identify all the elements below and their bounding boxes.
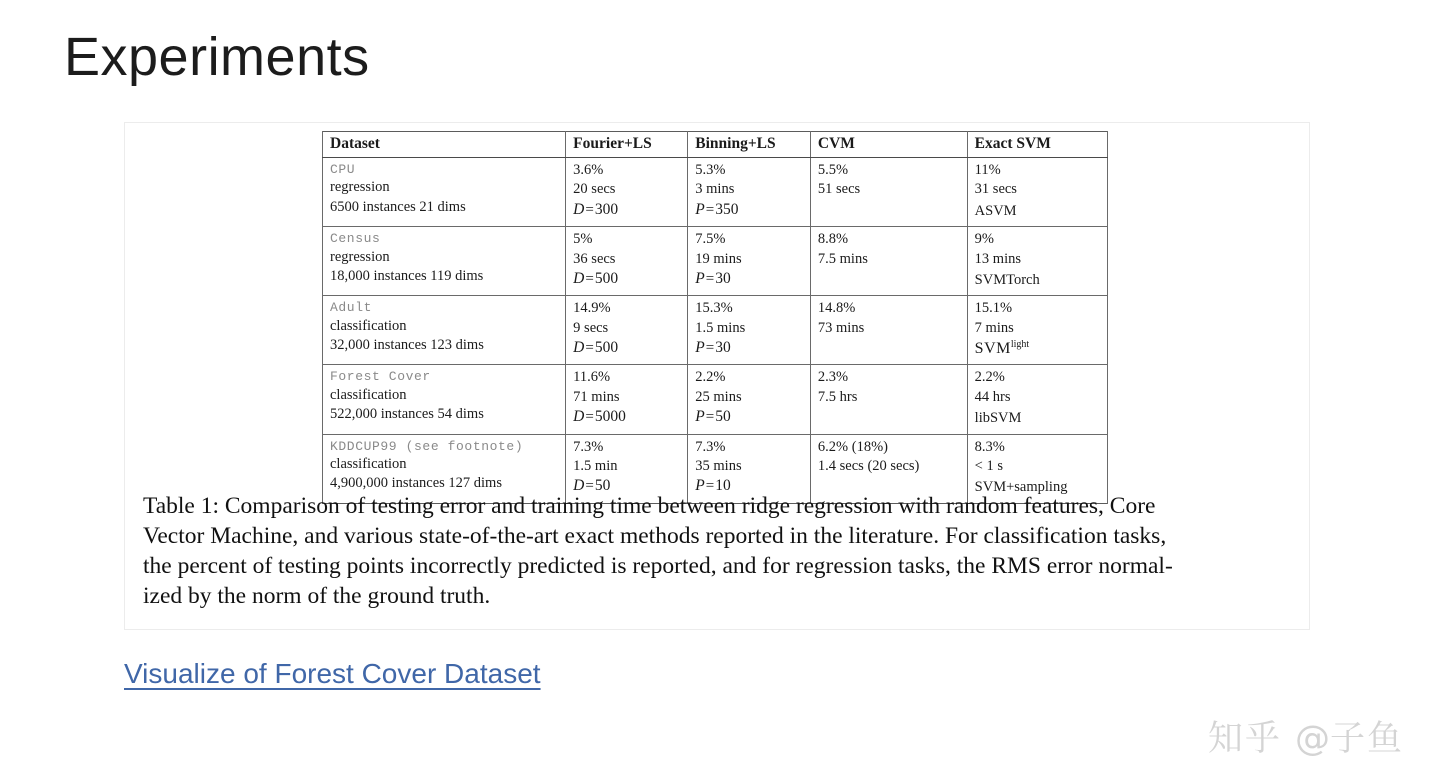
caption-line-4: ized by the norm of the ground truth. [143,583,491,610]
binning-error: 15.3% [695,300,733,317]
table-row [323,158,1108,227]
cell-fourier-ls [566,296,688,365]
cell-exact-svm [967,158,1107,227]
fourier-error: 14.9% [573,300,611,317]
cell-binning-ls [688,227,811,296]
cvm-error: 2.3% [817,369,849,386]
svm-time: 7 mins [974,319,1014,336]
binning-time: 3 mins [695,181,735,198]
fourier-error: 5% [573,231,593,248]
svm-solver [975,269,1100,290]
cell-cvm [810,296,967,365]
table-header-row [323,132,1108,158]
binning-error: 5.3% [695,162,726,178]
cvm-time: 73 mins [817,319,865,336]
table-body [323,158,1108,504]
table-row [323,296,1108,365]
table-header [323,132,1108,158]
fourier-time: 71 mins [573,388,620,405]
fourier-param: D=500 [573,339,619,357]
cvm-error: 8.8% [817,231,849,248]
dataset-size: 6500 instances 21 dims [330,198,466,215]
dataset-name: Adult [330,300,373,316]
dataset-task: classification [330,455,407,472]
dataset-task: regression [330,248,390,265]
cvm-time: 51 secs [817,181,861,198]
fourier-error: 11.6% [573,369,611,386]
binning-time: 25 mins [695,388,742,405]
column-header-exact-svm: Exact SVM [967,132,1107,158]
svm-solver [975,338,1100,359]
binning-error: 2.2% [695,369,726,386]
svm-error: 11% [974,162,1001,178]
cell-fourier-ls [566,365,688,434]
svm-time: 13 mins [974,250,1021,267]
cell-exact-svm [967,227,1107,296]
svm-time: 44 hrs [974,388,1011,405]
fourier-param: D=300 [573,200,619,218]
svm-time: < 1 s [974,457,1003,474]
dataset-name: Census [330,231,381,247]
watermark-site: 知乎 [1207,719,1282,759]
column-header-cvm: CVM [810,132,967,158]
cvm-error: 14.8% [817,300,856,317]
svm-solver [975,407,1100,428]
dataset-name: Forest Cover [330,369,431,385]
binning-time: 35 mins [695,457,742,474]
caption-line-2: Vector Machine, and various state-of-the-art exact methods reported in the literature. For classification tasks, [143,523,1167,550]
svm-error: 2.2% [974,369,1005,386]
binning-param: P=10 [695,477,731,495]
table-caption [143,491,1293,611]
dataset-task: classification [330,386,407,403]
watermark-at-sign: @ [1294,719,1330,759]
column-header-dataset: Dataset [323,132,566,158]
cell-fourier-ls [566,227,688,296]
dataset-task: regression [330,179,390,196]
watermark-user: 子鱼 [1329,719,1404,759]
cell-dataset [323,227,566,296]
svm-error: 9% [974,231,995,248]
caption-line-3: the percent of testing points incorrectly predicted is reported, and for regression tasks, the RMS error normal- [143,553,1173,580]
cvm-error: 5.5% [817,162,849,178]
binning-param: P=50 [695,408,731,426]
svm-solver-superscript: light [1010,339,1030,351]
dataset-size: 522,000 instances 54 dims [330,406,484,423]
caption-line-1: Table 1: Comparison of testing error and training time between ridge regression with random features, Core [143,493,1156,519]
cvm-note [818,338,960,357]
dataset-name: KDDCUP99 (see footnote) [330,438,524,454]
dataset-size: 4,900,000 instances 127 dims [330,475,502,492]
cvm-note [818,269,960,288]
cvm-time: 1.4 secs (20 secs) [817,457,920,474]
svm-error: 8.3% [974,438,1005,455]
fourier-time: 9 secs [573,319,609,336]
fourier-error: 7.3% [573,438,604,455]
fourier-time: 1.5 min [573,457,618,474]
fourier-error: 3.6% [573,162,604,178]
comparison-table [322,131,1108,504]
svm-solver-name: libSVM [974,410,1022,427]
cell-binning-ls [688,365,811,434]
fourier-param: D=500 [573,269,619,287]
figure-block [124,122,1310,630]
fourier-time: 20 secs [573,181,616,198]
cvm-error: 6.2% (18%) [817,438,888,455]
binning-param: P=30 [695,269,731,287]
svm-solver-name: SVM+sampling [974,479,1068,496]
fourier-time: 36 secs [573,250,616,267]
svm-error: 15.1% [974,300,1013,317]
cell-fourier-ls [566,158,688,227]
column-header-fourier-ls: Fourier+LS [566,132,688,158]
svm-solver-name: ASVM [974,202,1017,219]
svm-solver [975,200,1100,221]
svm-solver-name: SVM [974,340,1011,358]
cell-binning-ls [688,296,811,365]
zhihu-watermark [1208,711,1404,761]
binning-error: 7.3% [695,438,726,455]
cell-dataset [323,158,566,227]
dataset-name: CPU [330,162,356,177]
svm-time: 31 secs [974,181,1017,198]
cvm-time: 7.5 mins [817,250,868,267]
binning-time: 1.5 mins [695,319,746,336]
dataset-task: classification [330,317,407,334]
cell-dataset [323,365,566,434]
dataset-size: 18,000 instances 119 dims [330,267,484,284]
cvm-note [818,407,960,426]
binning-error: 7.5% [695,231,726,248]
column-header-binning-ls: Binning+LS [688,132,811,158]
cell-exact-svm [967,296,1107,365]
dataset-size: 32,000 instances 123 dims [330,337,484,354]
cell-cvm [810,158,967,227]
binning-param: P=350 [695,200,739,218]
cell-dataset [323,296,566,365]
page-title: Experiments [64,27,370,87]
cell-cvm [810,227,967,296]
cell-cvm [810,365,967,434]
fourier-param: D=5000 [573,408,626,426]
binning-param: P=30 [695,339,731,357]
fourier-param: D=50 [573,477,611,495]
visualize-forest-cover-dataset-link[interactable]: Visualize of Forest Cover Dataset [124,658,541,689]
svm-solver-name: SVMTorch [974,271,1040,288]
cvm-time: 7.5 hrs [817,388,858,405]
cell-binning-ls [688,158,811,227]
table-row [323,227,1108,296]
cell-exact-svm [967,365,1107,434]
table-row [323,365,1108,434]
binning-time: 19 mins [695,250,742,267]
cvm-note [818,200,960,219]
